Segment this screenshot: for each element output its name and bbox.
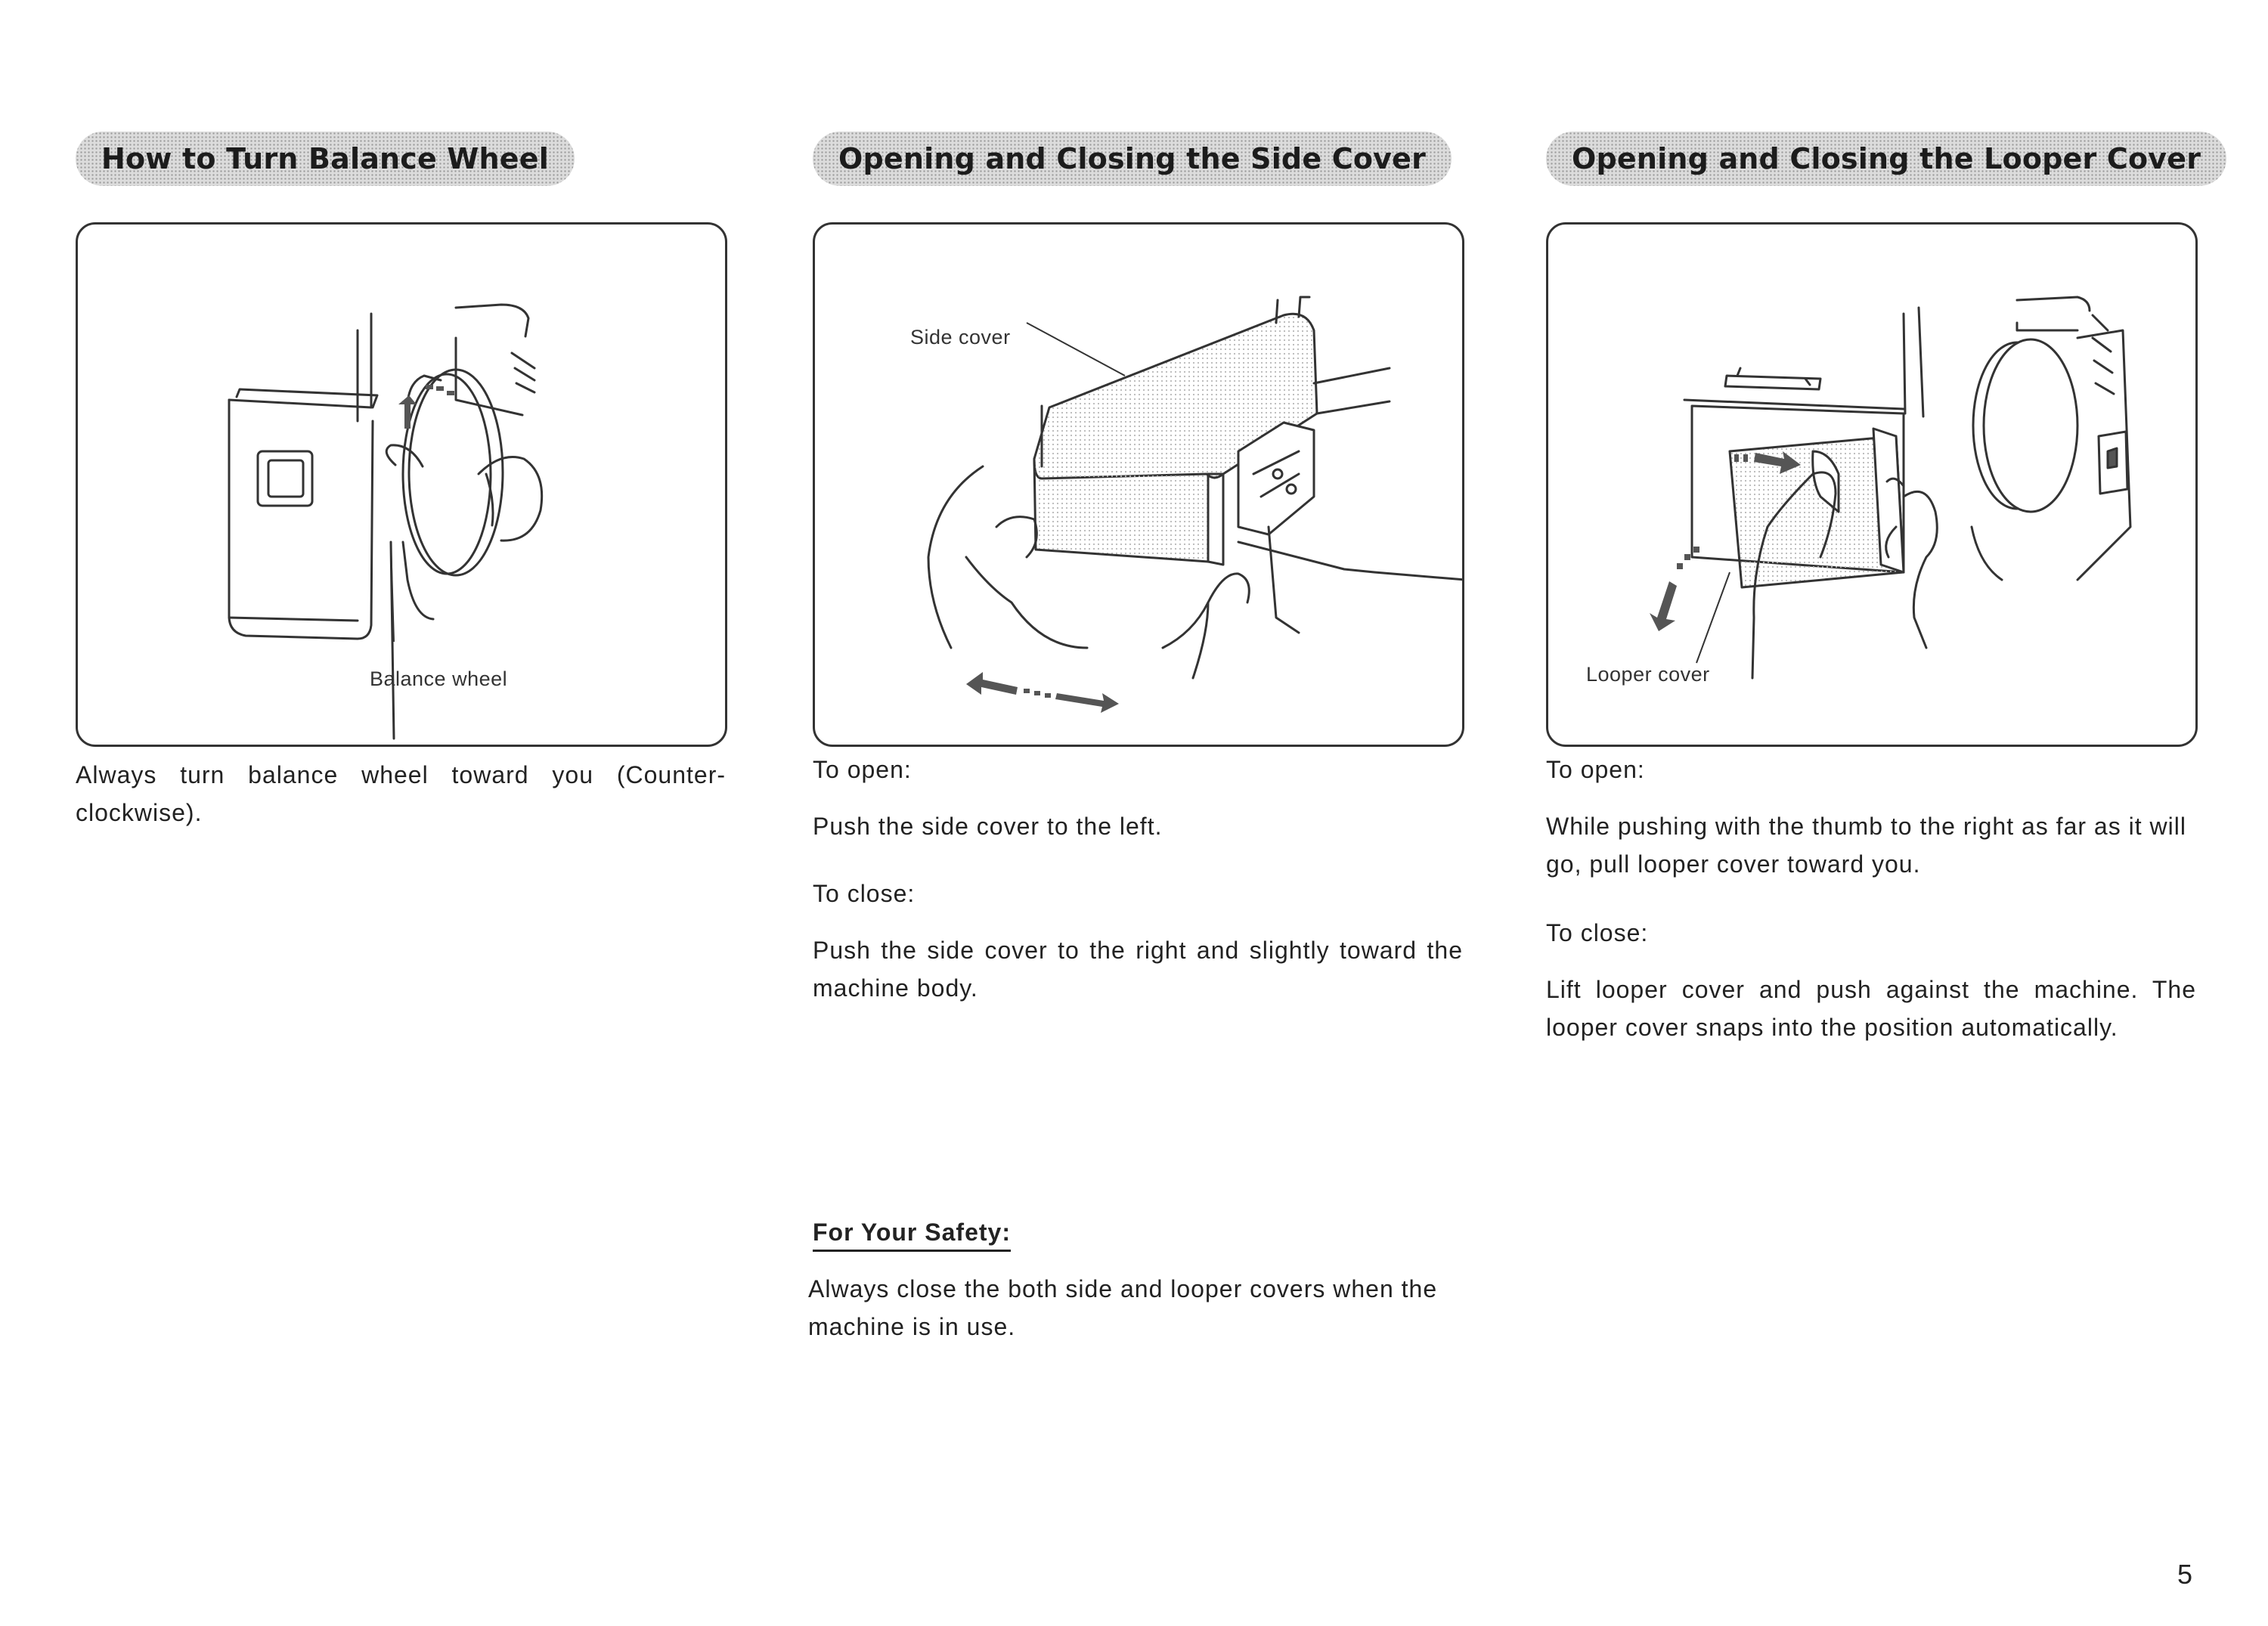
side-cover-open-label: To open: [813,756,912,783]
section-heading: How to Turn Balance Wheel [76,132,575,186]
side-cover-close-label: To close: [813,880,916,907]
section-heading: Opening and Closing the Looper Cover [1546,132,2226,186]
looper-cover-callout: Looper cover [1586,663,1710,686]
illustration-looper-cover [1546,222,2198,747]
illustration-balance-wheel [76,222,727,747]
section-heading: Opening and Closing the Side Cover [813,132,1452,186]
illustration-side-cover [813,222,1464,747]
side-cover-drawing [815,225,1462,745]
side-cover-close-text: Push the side cover to the right and slightly toward the machine body. [813,937,1463,1002]
safety-title: For Your Safety: [813,1219,1011,1252]
page-number: 5 [2177,1559,2192,1590]
looper-cover-close-label: To close: [1546,919,1649,946]
side-cover-open-text: Push the side cover to the left. [813,813,1163,840]
looper-cover-open-text: While pushing with the thumb to the right as far as it will go, pull looper cover toward you. [1546,813,2186,878]
balance-wheel-instructions: Always turn balance wheel toward you (Counter-clockwise). [76,761,726,826]
looper-cover-open-label: To open: [1546,756,1645,783]
balance-wheel-callout: Balance wheel [370,667,508,690]
looper-cover-close-text: Lift looper cover and push against the machine. The looper cover snaps into the position automatically. [1546,976,2196,1041]
side-cover-callout: Side cover [910,326,1011,348]
balance-wheel-drawing [78,225,725,745]
safety-text: Always close the both side and looper covers when the machine is in use. [808,1275,1438,1340]
